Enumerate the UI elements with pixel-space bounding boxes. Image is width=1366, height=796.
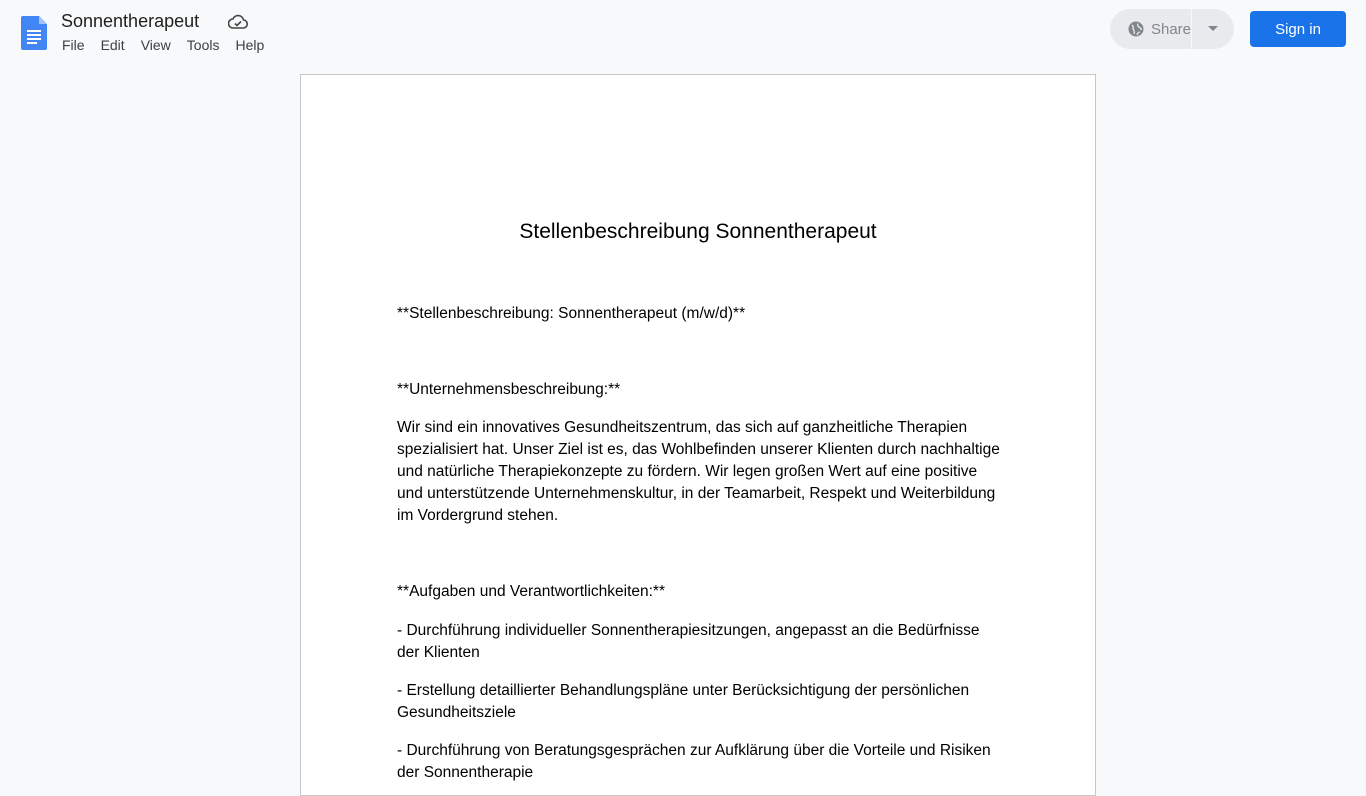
document-title[interactable]: Sonnentherapeut [61,11,200,31]
task-item: - Erstellung detaillierter Behandlungspläne unter Berücksichtigung der persönlichen Gesundheitsziele [397,682,970,721]
menu-edit[interactable]: Edit [100,37,125,53]
heading-company: **Unternehmensbeschreibung:** [397,381,621,398]
document-page[interactable] [300,74,1096,796]
task-item: - Durchführung von Beratungsgesprächen zur Aufklärung über die Vorteile und Risiken der Sonnentherapie [397,742,991,781]
task-item: - Durchführung individueller Sonnentherapiesitzungen, angepasst an die Bedürfnisse der Klienten [397,622,980,661]
share-control [1110,9,1234,49]
share-dropdown-button[interactable] [1192,9,1234,49]
paragraph-company: Wir sind ein innovatives Gesundheitszentrum, das sich auf ganzheitliche Therapien spezialisiert hat. Unser Ziel ist es, das Wohlbefinden unserer Klienten durch nachhaltige und natürliche Therapiekonzepte zu fördern. Wir legen großen Wert auf eine positive und unterstützende Unternehmenskultur, in der Teamarbeit, Respekt und Weiterbildung im Vordergrund stehen. [397,419,1000,524]
menu-tools[interactable]: Tools [186,37,220,53]
heading-tasks: **Aufgaben und Verantwortlichkeiten:** [397,583,665,600]
menu-help[interactable]: Help [235,37,265,53]
docs-logo-icon[interactable] [21,16,47,50]
document-heading: Stellenbeschreibung Sonnentherapeut [519,220,877,243]
chevron-down-icon [1208,26,1218,32]
sign-in-button[interactable]: Sign in [1250,11,1346,47]
top-bar [0,0,1366,64]
share-label: Share [1150,20,1191,38]
document-body [397,303,1001,784]
menu-file[interactable]: File [62,37,85,53]
share-button[interactable] [1110,9,1192,49]
heading-job-title: **Stellenbeschreibung: Sonnentherapeut (m/w/d)** [397,305,746,322]
menu-view[interactable]: View [140,37,171,53]
cloud-saved-icon[interactable] [228,14,248,30]
menu-bar [62,37,280,53]
globe-icon [1128,21,1144,37]
